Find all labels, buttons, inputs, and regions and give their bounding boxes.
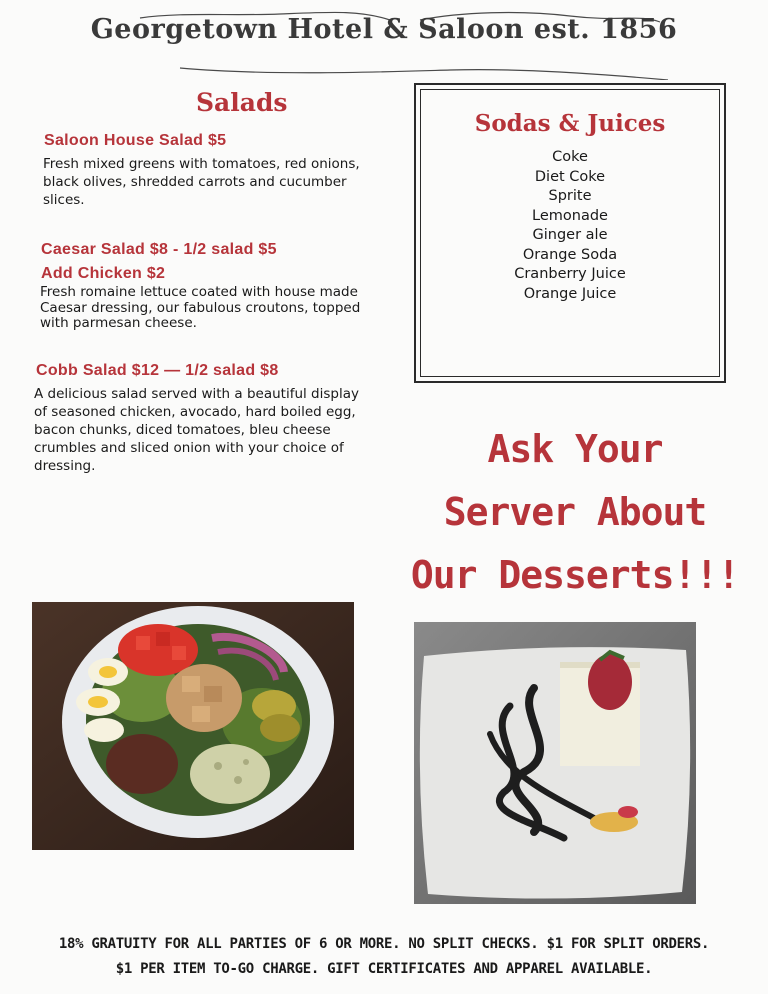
desserts-promo-line: Our Desserts!!! [410, 553, 740, 597]
list-item: Ginger ale [532, 227, 608, 243]
desserts-promo [410, 418, 740, 607]
list-item: Cranberry Juice [514, 266, 626, 282]
salad-item-subtitle: Add Chicken $2 [41, 265, 166, 282]
list-item: Lemonade [532, 207, 608, 224]
salad-item-description: Fresh romaine lettuce coated with house made Caesar dressing, our fabulous croutons, topped with parmesan cheese. [40, 284, 361, 331]
list-item: Diet Coke [534, 168, 606, 185]
footer-policies [0, 932, 768, 982]
desserts-promo-line: Ask Your [487, 427, 663, 471]
list-item: Orange Soda [522, 246, 618, 263]
salad-item-description: Fresh mixed greens with tomatoes, red onions, black olives, shredded carrots and cucumber slices. [43, 156, 360, 208]
salads-heading: Salads [196, 88, 288, 117]
list-item: Sprite [548, 188, 592, 204]
plate-shape [420, 647, 690, 898]
salad-item-title: Cobb Salad $12 — 1/2 salad $8 [36, 362, 279, 379]
cobb-salad-photo [32, 602, 354, 850]
sodas-heading: Sodas & Juices [474, 110, 666, 137]
sodas-juices-inner-border [420, 89, 720, 377]
dessert-photo [414, 622, 696, 904]
footer-line: $1 PER ITEM TO-GO CHARGE. GIFT CERTIFICATES AND APPAREL AVAILABLE. [115, 961, 653, 977]
salad-item-title: Caesar Salad $8 - 1/2 salad $5 [41, 241, 277, 258]
page-title: Georgetown Hotel & Saloon est. 1856 [90, 14, 678, 45]
list-item: Coke [552, 149, 588, 165]
salad-item-description: A delicious salad served with a beautiful display of seasoned chicken, avocado, hard boiled egg, bacon chunks, diced tomatoes, bleu cheese crumbles and sliced onion with your choice of dressing. [34, 386, 359, 474]
salad-item-title: Saloon House Salad $5 [44, 132, 227, 149]
dessert-illustration [414, 622, 696, 904]
desserts-promo-line: Server About [443, 490, 707, 534]
cobb-salad-illustration [32, 602, 354, 850]
soda-list [421, 148, 719, 304]
footer-line: 18% GRATUITY FOR ALL PARTIES OF 6 OR MORE. NO SPLIT CHECKS. $1 FOR SPLIT ORDERS. [58, 936, 710, 952]
list-item: Orange Juice [523, 285, 617, 302]
sodas-juices-box [414, 83, 726, 383]
